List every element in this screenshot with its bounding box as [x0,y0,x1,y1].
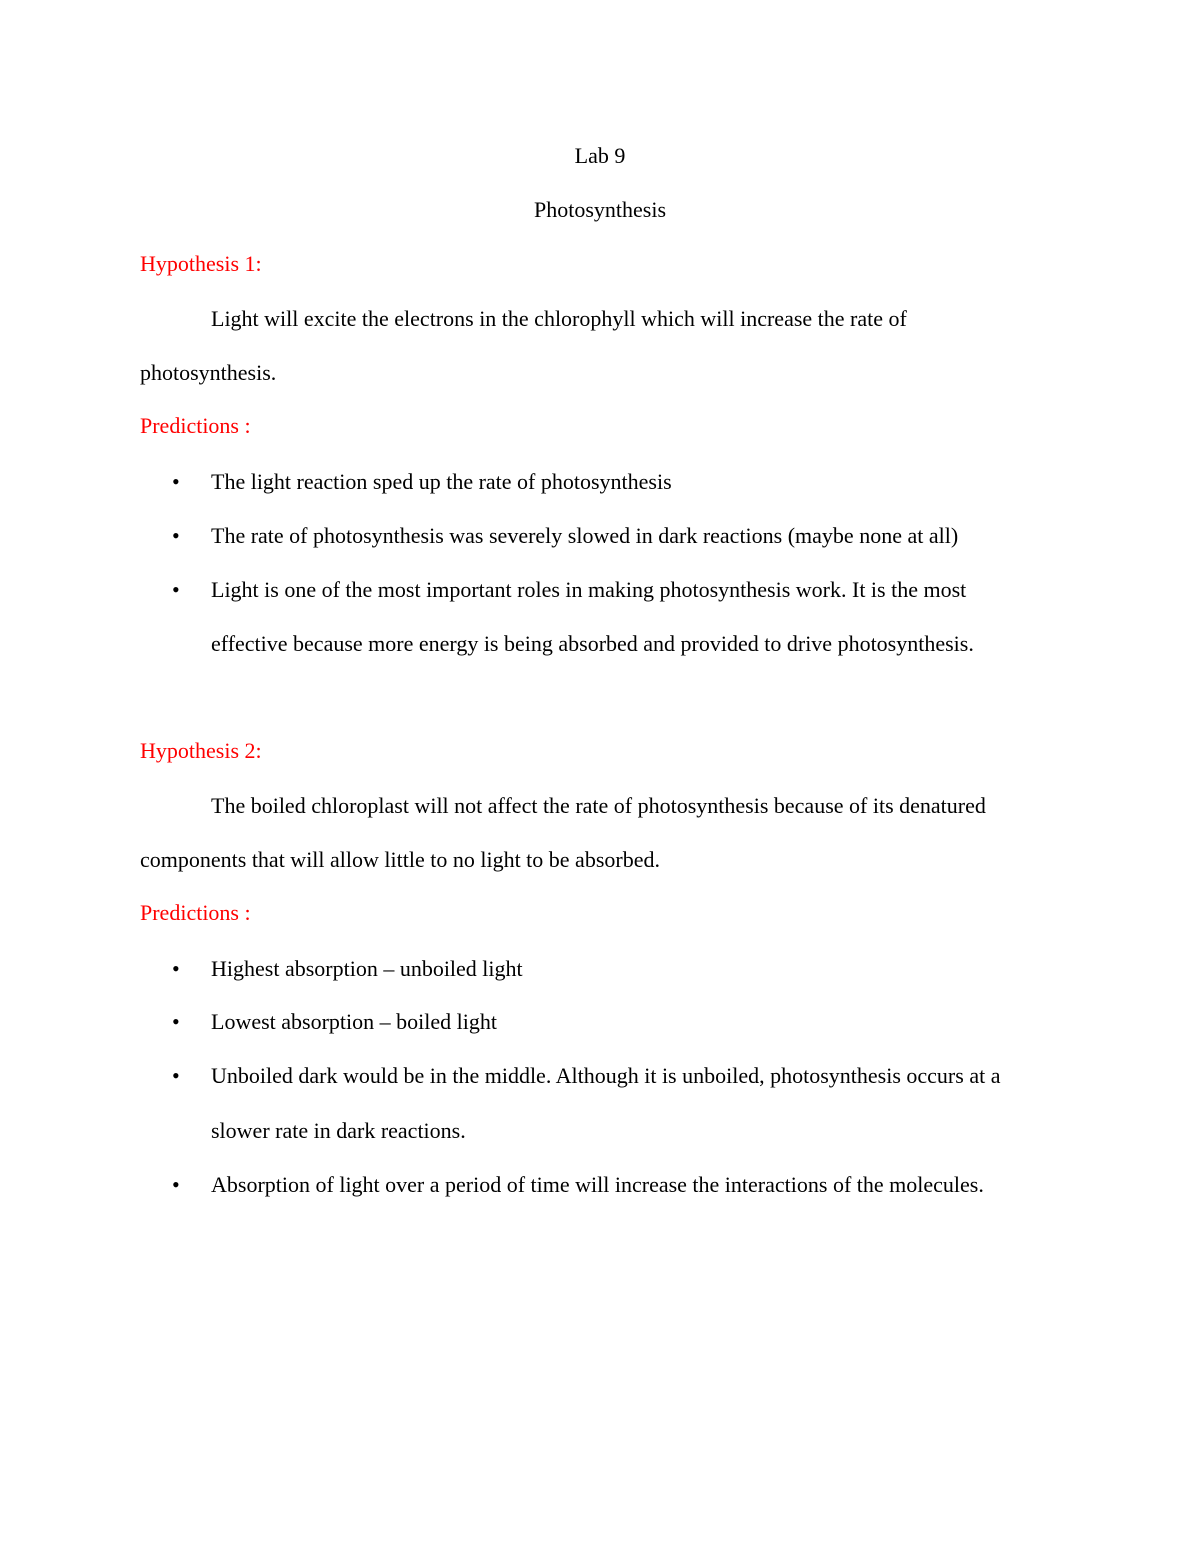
prediction-2-1: Highest absorption – unboiled light [211,956,523,981]
bullet-icon: • [172,577,180,602]
bullet-icon: • [172,956,180,981]
predictions-1-heading: Predictions : [140,413,251,438]
prediction-2-3-line-1: Unboiled dark would be in the middle. Although it is unboiled, photosynthesis occurs at a [211,1063,1001,1088]
bullet-icon: • [172,469,180,494]
bullet-icon: • [172,1009,180,1034]
document-subtitle: Photosynthesis [533,197,667,222]
prediction-2-2: Lowest absorption – boiled light [211,1009,497,1034]
prediction-1-2: The rate of photosynthesis was severely slowed in dark reactions (maybe none at all) [211,523,959,548]
predictions-2-heading: Predictions : [140,900,251,925]
prediction-1-1: The light reaction sped up the rate of photosynthesis [211,469,672,494]
hypothesis-1-heading: Hypothesis 1: [140,251,262,276]
prediction-2-4: Absorption of light over a period of time will increase the interactions of the molecules. [211,1172,984,1197]
hypothesis-2-heading: Hypothesis 2: [140,738,262,763]
hypothesis-1-text-line-2: photosynthesis. [140,360,277,385]
document-title: Lab 9 [574,143,626,168]
prediction-1-3-line-2: effective because more energy is being absorbed and provided to drive photosynthesis. [211,631,974,656]
bullet-icon: • [172,523,180,548]
hypothesis-2-text-line-1: The boiled chloroplast will not affect the rate of photosynthesis because of its denatured [211,793,986,818]
bullet-icon: • [172,1063,180,1088]
hypothesis-1-text-line-1: Light will excite the electrons in the chlorophyll which will increase the rate of [211,306,907,331]
bullet-icon: • [172,1172,180,1197]
hypothesis-2-text-line-2: components that will allow little to no light to be absorbed. [140,847,660,872]
prediction-1-3-line-1: Light is one of the most important roles in making photosynthesis work. It is the most [211,577,967,602]
prediction-2-3-line-2: slower rate in dark reactions. [211,1118,466,1143]
